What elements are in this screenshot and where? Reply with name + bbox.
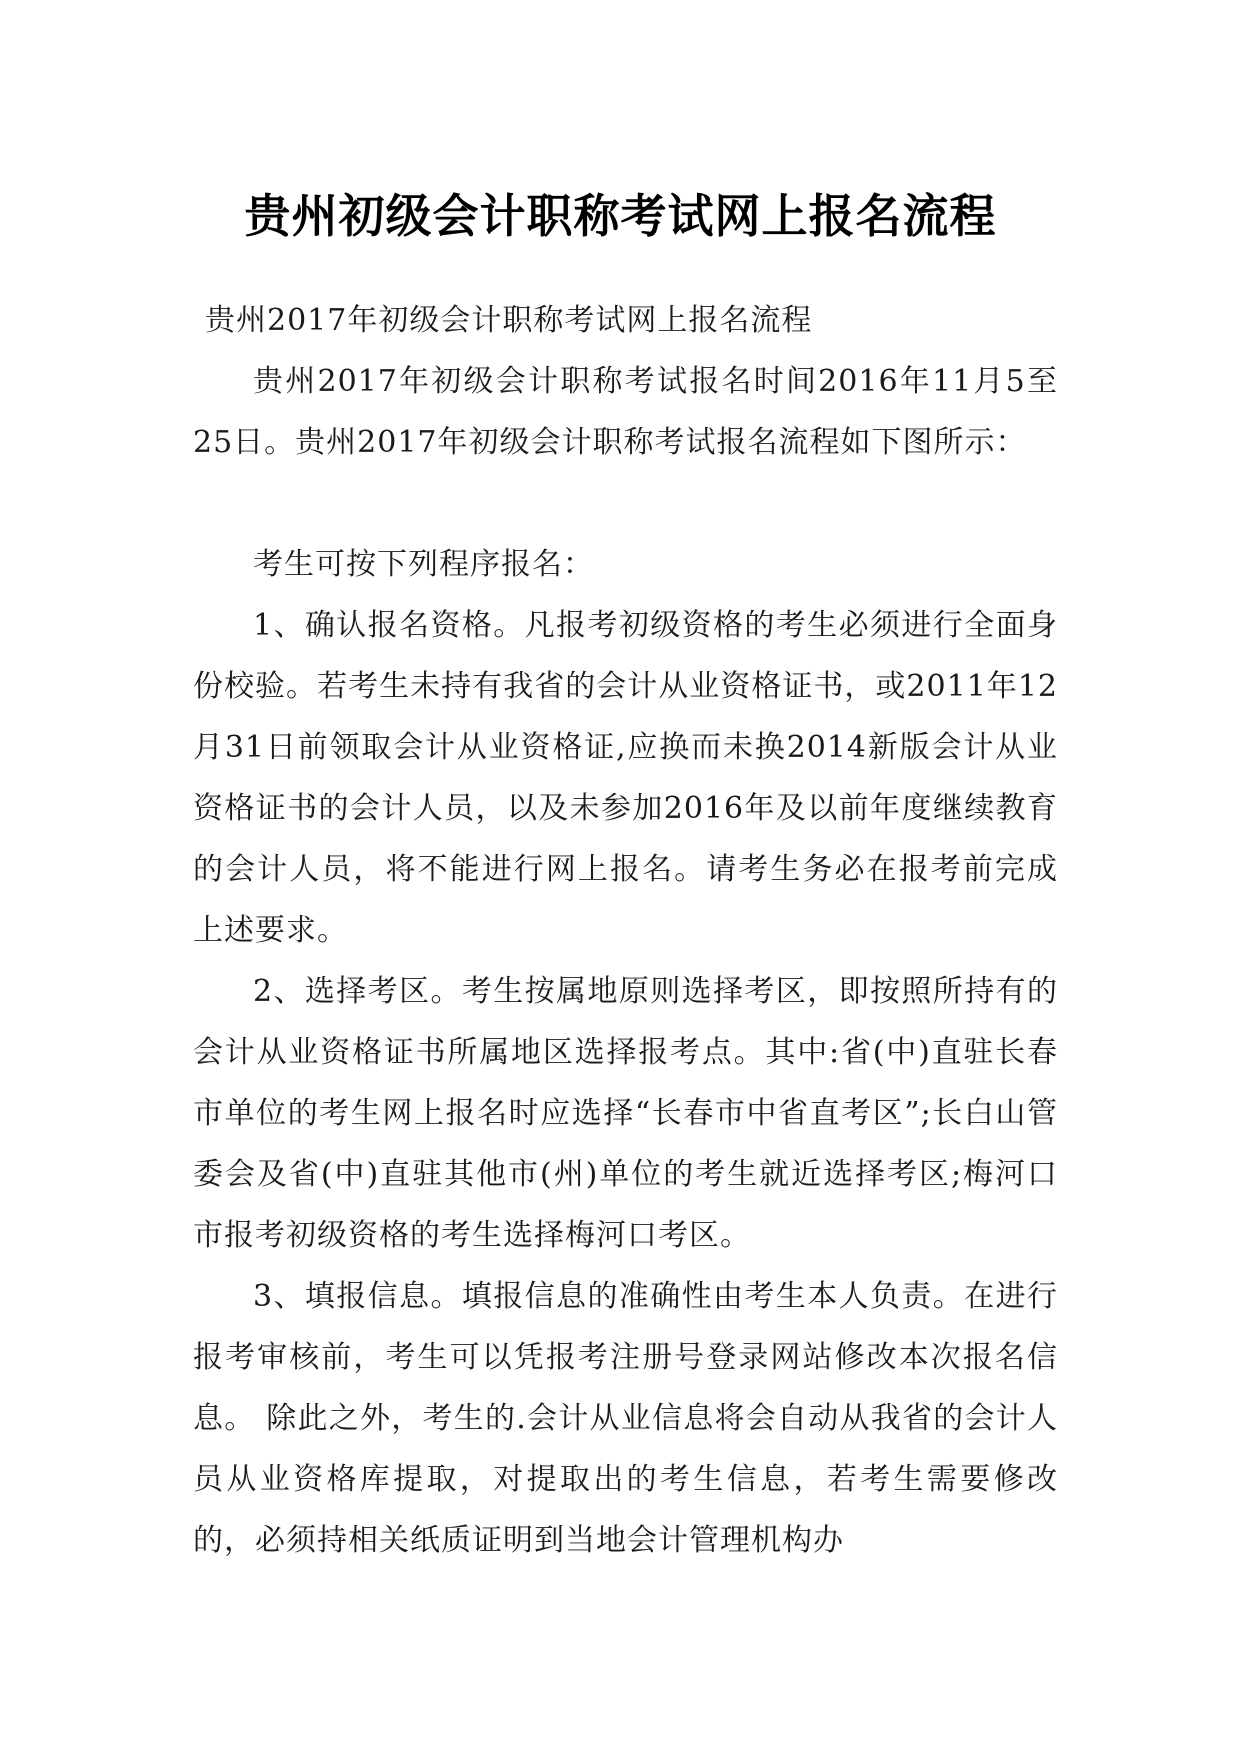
paragraph-step-1: 1、确认报名资格。凡报考初级资格的考生必须进行全面身份校验。若考生未持有我省的会计从业资格证书，或2011年12月31日前领取会计从业资格证,应换而未换2014新版会计从业资格证书的会计人员，以及未参加2016年及以前年度继续教育的会计人员，将不能进行网上报名。请考生务必在报考前完成上述要求。 xyxy=(193,608,1058,948)
blank-spacer xyxy=(193,473,1058,534)
paragraph-registration-time: 贵州2017年初级会计职称考试报名时间2016年11月5至25日。贵州2017年初级会计职称考试报名流程如下图所示： xyxy=(193,364,1058,460)
paragraph-procedure-intro: 考生可按下列程序报名： xyxy=(253,547,594,582)
paragraph-step-3: 3、填报信息。填报信息的准确性由考生本人负责。在进行报考审核前，考生可以凭报考注册号登录网站修改本次报名信息。 除此之外，考生的.会计从业信息将会自动从我省的会计人员从业资格库提取，对提取出的考生信息，若考生需要修改的，必须持相关纸质证明到当地会计管理机构办 xyxy=(193,1279,1058,1558)
document-title: 贵州初级会计职称考试网上报名流程 xyxy=(244,188,997,243)
document-subtitle: 贵州2017年初级会计职称考试网上报名流程 xyxy=(205,303,813,338)
paragraph-step-2: 2、选择考区。考生按属地原则选择考区，即按照所持有的会计从业资格证书所属地区选择报考点。其中:省(中)直驻长春市单位的考生网上报名时应选择“长春市中省直考区”;长白山管委会及省(中)直驻其他市(州)单位的考生就近选择考区;梅河口市报考初级资格的考生选择梅河口考区。 xyxy=(193,974,1058,1253)
document-body xyxy=(193,290,1058,1571)
